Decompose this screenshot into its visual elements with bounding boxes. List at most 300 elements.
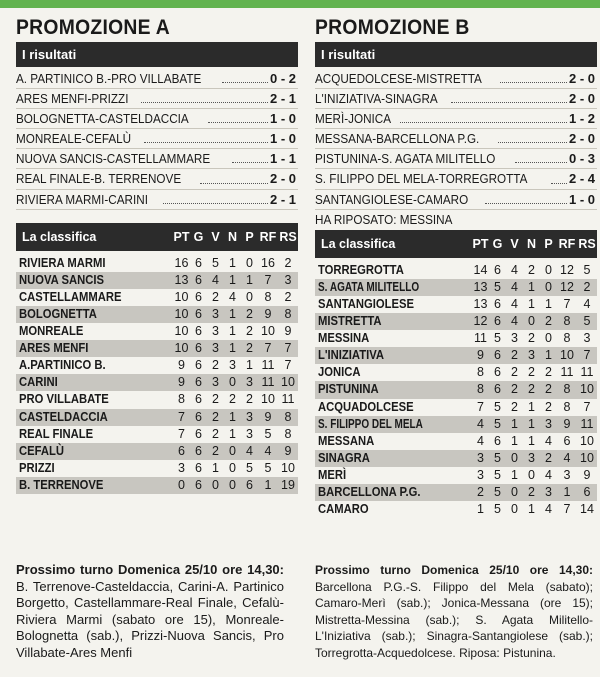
- column-headers: [173, 223, 298, 251]
- stat-n: 2: [528, 382, 535, 397]
- leader-dots: [144, 129, 268, 143]
- team-name: CASTELDACCIA: [19, 409, 108, 424]
- stat-rs: 8: [284, 409, 292, 424]
- stat-p: 1: [545, 296, 552, 311]
- team-name: REAL FINALE: [19, 426, 94, 441]
- stat-pt: 3: [477, 467, 484, 482]
- stat-v: 4: [511, 314, 518, 329]
- stat-v: 4: [212, 272, 219, 287]
- stat-p: 2: [246, 324, 253, 339]
- standings-row: [16, 426, 298, 443]
- stat-p: 2: [246, 306, 253, 321]
- leader-dots: [400, 109, 567, 123]
- stat-v: 2: [212, 426, 219, 441]
- match-name: REAL FINALE-B. TERRENOVE: [16, 171, 182, 187]
- stat-v: 4: [511, 262, 518, 277]
- column-header-v: V: [510, 236, 519, 251]
- stat-p: 5: [246, 460, 253, 475]
- stat-rs: 2: [583, 279, 591, 294]
- stat-rf: 11: [560, 365, 574, 380]
- stat-g: 6: [494, 348, 501, 363]
- match-name: PISTUNINA-S. AGATA MILITELLO: [315, 151, 496, 167]
- team-name: L'INIZIATIVA: [318, 348, 385, 363]
- stat-pt: 7: [178, 426, 185, 441]
- team-name: SINAGRA: [318, 450, 370, 465]
- stat-p: 2: [246, 392, 253, 407]
- stat-g: 6: [494, 262, 501, 277]
- stat-pt: 10: [174, 341, 189, 356]
- team-name: ACQUADOLCESE: [318, 399, 414, 414]
- stat-rf: 7: [563, 502, 571, 517]
- group-b-column: [315, 8, 597, 660]
- stat-rs: 3: [583, 331, 591, 346]
- stat-pt: 7: [477, 399, 484, 414]
- team-name: NUOVA SANCIS: [19, 272, 105, 287]
- stat-rs: 5: [583, 262, 591, 277]
- standings-row: [16, 391, 298, 408]
- stat-pt: 9: [477, 348, 484, 363]
- team-name: S. AGATA MILITELLO: [318, 279, 420, 294]
- standings-row: [16, 272, 298, 289]
- team-name: MESSANA: [318, 433, 375, 448]
- stat-g: 6: [195, 341, 202, 356]
- standings-label: La classifica: [321, 236, 396, 251]
- standings-row: [16, 289, 298, 306]
- match-name: MONREALE-CEFALÙ: [16, 131, 132, 147]
- leader-dots: [200, 169, 268, 183]
- stat-n: 2: [229, 392, 236, 407]
- stat-rf: 5: [264, 426, 272, 441]
- match-score: 0 - 2: [269, 71, 296, 86]
- stat-pt: 12: [473, 314, 488, 329]
- stat-v: 2: [511, 365, 518, 380]
- match-score: 1 - 0: [568, 191, 595, 207]
- stat-g: 6: [494, 433, 501, 448]
- team-name: JONICA: [318, 365, 361, 380]
- stat-g: 6: [195, 272, 202, 287]
- stat-rs: 6: [583, 484, 591, 499]
- leader-dots: [551, 169, 567, 183]
- stat-rf: 8: [563, 314, 571, 329]
- team-name: PRIZZI: [19, 460, 55, 475]
- group-a-results-header: I risultati: [16, 42, 298, 67]
- stat-n: 0: [229, 460, 236, 475]
- match-score: 1 - 0: [269, 131, 296, 147]
- stat-rf: 6: [563, 433, 571, 448]
- stat-p: 0: [545, 279, 552, 294]
- stat-p: 4: [246, 443, 253, 458]
- group-b-title: PROMOZIONE B: [315, 16, 470, 39]
- stat-v: 2: [212, 392, 219, 407]
- stat-n: 1: [528, 296, 535, 311]
- result-row: [16, 129, 298, 149]
- team-name: BARCELLONA P.G.: [318, 484, 421, 499]
- stat-rs: 14: [580, 502, 594, 517]
- stat-v: 1: [212, 460, 219, 475]
- stat-n: 1: [229, 255, 236, 270]
- leader-dots: [208, 109, 268, 123]
- stat-n: 1: [229, 409, 236, 424]
- stat-rf: 10: [560, 348, 574, 363]
- stat-n: 1: [229, 426, 236, 441]
- stat-p: 3: [246, 409, 253, 424]
- stat-n: 1: [528, 279, 535, 294]
- stat-v: 2: [511, 348, 518, 363]
- standings-rows: [315, 262, 597, 518]
- match-score: 0 - 3: [568, 151, 595, 167]
- standings-row: [315, 279, 597, 296]
- stat-g: 6: [195, 409, 202, 424]
- stat-n: 2: [528, 331, 535, 346]
- stat-n: 3: [528, 450, 535, 465]
- stat-g: 5: [494, 502, 501, 517]
- result-row: [315, 129, 597, 149]
- leader-dots: [498, 129, 567, 143]
- stat-pt: 8: [477, 382, 484, 397]
- column-header-rs: RS: [279, 229, 297, 244]
- column-header-pt: PT: [173, 229, 190, 244]
- standings-row: [315, 330, 597, 347]
- stat-p: 0: [246, 255, 253, 270]
- stat-p: 2: [545, 399, 552, 414]
- group-b-standings: [315, 230, 597, 518]
- team-name: RIVIERA MARMI: [19, 255, 106, 270]
- stat-rs: 8: [284, 426, 292, 441]
- stat-p: 2: [545, 314, 552, 329]
- stat-p: 6: [246, 477, 253, 492]
- standings-row: [315, 501, 597, 518]
- stat-g: 6: [195, 392, 202, 407]
- result-row: [315, 210, 597, 229]
- stat-pt: 3: [178, 460, 185, 475]
- stat-pt: 9: [178, 375, 185, 390]
- stat-rs: 8: [284, 306, 292, 321]
- standings-row: [315, 450, 597, 467]
- stat-v: 2: [212, 409, 219, 424]
- standings-row: [315, 347, 597, 364]
- stat-rs: 11: [580, 416, 594, 431]
- result-row: [315, 109, 597, 129]
- next-round-text: Barcellona P.G.-S. Filippo del Mela (sabato); Camaro-Merì (sab.); Jonica-Messana (ore 15); Mistretta-Messina (sab.); S. Agata Militello-L'Iniziativa (sab.); Sinagra-Santangiolese (sab.); Torregrotta-Acquedolcese. Riposa: Pistunina.: [315, 579, 593, 660]
- standings-row: [315, 416, 597, 433]
- leader-dots: [222, 69, 268, 83]
- stat-v: 1: [511, 416, 518, 431]
- stat-p: 2: [545, 365, 552, 380]
- match-score: 2 - 0: [568, 131, 595, 147]
- team-name: MONREALE: [19, 324, 84, 339]
- stat-rs: 9: [284, 443, 292, 458]
- stat-g: 6: [494, 296, 501, 311]
- team-name: MESSINA: [318, 331, 370, 346]
- group-a-standings: [16, 223, 298, 494]
- column-header-rf: RF: [558, 236, 576, 251]
- stat-rf: 11: [261, 375, 275, 390]
- stat-pt: 1: [477, 502, 484, 517]
- stat-g: 6: [195, 306, 202, 321]
- stat-p: 2: [246, 341, 253, 356]
- stat-rs: 9: [284, 324, 292, 339]
- standings-row: [315, 467, 597, 484]
- match-name: NUOVA SANCIS-CASTELLAMMARE: [16, 151, 211, 167]
- stat-p: 4: [545, 467, 552, 482]
- stat-g: 5: [494, 450, 501, 465]
- match-name: MESSANA-BARCELLONA P.G.: [315, 131, 480, 147]
- stat-pt: 8: [477, 365, 484, 380]
- stat-p: 4: [545, 433, 552, 448]
- stat-pt: 13: [473, 296, 488, 311]
- match-score: 1 - 2: [568, 111, 595, 127]
- stat-g: 5: [494, 279, 501, 294]
- stat-n: 0: [528, 467, 535, 482]
- leader-dots: [451, 89, 567, 103]
- stat-rf: 4: [563, 450, 571, 465]
- standings-row: [16, 374, 298, 391]
- team-name: PRO VILLABATE: [19, 392, 109, 407]
- stat-pt: 10: [174, 306, 189, 321]
- team-name: BOLOGNETTA: [19, 306, 97, 321]
- stat-rs: 2: [284, 289, 292, 304]
- stat-rf: 7: [563, 296, 571, 311]
- match-name: BOLOGNETTA-CASTELDACCIA: [16, 111, 189, 127]
- result-row: [16, 169, 298, 189]
- group-a-column: [16, 8, 298, 660]
- stat-rs: 7: [284, 358, 292, 373]
- standings-row: [16, 477, 298, 494]
- result-row: [315, 89, 597, 109]
- stat-rf: 7: [264, 272, 272, 287]
- stat-n: 1: [528, 416, 535, 431]
- stat-rs: 7: [583, 399, 591, 414]
- stat-n: 0: [229, 443, 236, 458]
- stat-v: 3: [212, 375, 219, 390]
- match-score: 2 - 4: [568, 171, 595, 187]
- stat-g: 6: [195, 324, 202, 339]
- stat-g: 5: [494, 416, 501, 431]
- match-score: 1 - 0: [269, 111, 296, 127]
- result-row: [315, 149, 597, 169]
- stat-p: 0: [545, 262, 552, 277]
- standings-row: [16, 255, 298, 272]
- stat-p: 3: [545, 484, 552, 499]
- standings-row: [16, 409, 298, 426]
- stat-v: 2: [212, 443, 219, 458]
- stat-v: 0: [511, 502, 518, 517]
- stat-n: 1: [528, 399, 535, 414]
- match-score: 2 - 1: [269, 191, 296, 207]
- stat-rf: 10: [261, 324, 275, 339]
- standings-rows: [16, 255, 298, 494]
- stat-rf: 1: [264, 477, 272, 492]
- stat-rs: 3: [284, 272, 292, 287]
- column-header-pt: PT: [472, 236, 489, 251]
- stat-g: 6: [494, 365, 501, 380]
- stat-g: 6: [195, 460, 202, 475]
- stat-p: 2: [545, 382, 552, 397]
- team-name: CARINI: [19, 375, 58, 390]
- stat-rf: 5: [264, 460, 272, 475]
- group-b-results-list: [315, 69, 597, 229]
- match-name: RIVIERA MARMI-CARINI: [16, 191, 148, 207]
- stat-g: 6: [195, 289, 202, 304]
- stat-pt: 2: [477, 484, 484, 499]
- stat-v: 2: [212, 289, 219, 304]
- stat-g: 6: [494, 314, 501, 329]
- standings-header: [315, 230, 597, 258]
- match-name: ACQUEDOLCESE-MISTRETTA: [315, 71, 482, 86]
- stat-rs: 5: [583, 314, 591, 329]
- stat-v: 5: [212, 255, 219, 270]
- result-row: [16, 190, 298, 210]
- stat-g: 5: [494, 331, 501, 346]
- stat-g: 6: [195, 426, 202, 441]
- standings-row: [16, 443, 298, 460]
- result-row: [16, 149, 298, 169]
- stat-g: 6: [195, 443, 202, 458]
- standings-row: [16, 306, 298, 323]
- stat-v: 0: [511, 484, 518, 499]
- stat-n: 2: [528, 262, 535, 277]
- team-name: S. FILIPPO DEL MELA: [318, 416, 423, 431]
- stat-pt: 14: [473, 262, 488, 277]
- stat-rf: 10: [261, 392, 275, 407]
- stat-rs: 10: [580, 450, 594, 465]
- stat-p: 4: [545, 502, 552, 517]
- stat-pt: 7: [178, 409, 185, 424]
- stat-n: 2: [528, 365, 535, 380]
- next-round-heading: Prossimo turno Domenica 25/10 ore 14,30:: [315, 563, 593, 577]
- column-header-g: G: [492, 236, 503, 251]
- stat-v: 4: [511, 279, 518, 294]
- stat-pt: 0: [178, 477, 185, 492]
- stat-n: 1: [229, 341, 236, 356]
- stat-p: 3: [545, 416, 552, 431]
- match-score: 1 - 1: [269, 151, 296, 167]
- match-name: S. FILIPPO DEL MELA-TORREGROTTA: [315, 171, 528, 187]
- stat-v: 1: [511, 467, 518, 482]
- team-name: ARES MENFI: [19, 341, 89, 356]
- stat-rf: 12: [560, 279, 574, 294]
- standings-row: [315, 433, 597, 450]
- match-name: ARES MENFI-PRIZZI: [16, 91, 129, 107]
- standings-row: [315, 399, 597, 416]
- stat-rs: 9: [583, 467, 591, 482]
- group-a-results-list: [16, 69, 298, 210]
- standings-label: La classifica: [22, 229, 97, 244]
- column-header-rs: RS: [578, 236, 596, 251]
- stat-rs: 10: [281, 460, 295, 475]
- column-header-n: N: [227, 229, 238, 244]
- team-name: CEFALÙ: [19, 443, 64, 458]
- standings-row: [315, 296, 597, 313]
- result-row: [16, 109, 298, 129]
- result-row: [16, 69, 298, 89]
- stat-v: 4: [511, 296, 518, 311]
- stat-rf: 11: [261, 358, 275, 373]
- stat-v: 2: [212, 358, 219, 373]
- match-name: MERÌ-JONICA: [315, 111, 392, 127]
- match-score: 2 - 0: [568, 71, 595, 86]
- stat-n: 1: [229, 306, 236, 321]
- rest-note: HA RIPOSATO: MESSINA: [315, 211, 453, 227]
- stat-pt: 13: [174, 272, 189, 287]
- team-name: MISTRETTA: [318, 314, 382, 329]
- stat-rf: 16: [261, 255, 275, 270]
- next-round-text: B. Terrenove-Casteldaccia, Carini-A. Partinico Borgetto, Castellammare-Real Finale, Cefalù-Riviera Marmi (sabato ore 15), Monreale-Bolognetta (sab.), Prizzi-Nuova Sancis, Pro Villabate-Ares Menfi: [16, 578, 284, 660]
- match-name: A. PARTINICO B.-PRO VILLABATE: [16, 71, 202, 86]
- stat-g: 5: [494, 399, 501, 414]
- stat-n: 1: [528, 502, 535, 517]
- column-header-rf: RF: [259, 229, 277, 244]
- stat-rf: 4: [264, 443, 272, 458]
- stat-p: 1: [246, 272, 253, 287]
- stat-g: 6: [195, 375, 202, 390]
- stat-rf: 12: [560, 262, 574, 277]
- stat-rs: 2: [284, 255, 292, 270]
- stat-v: 3: [212, 341, 219, 356]
- group-b-results-header: I risultati: [315, 42, 597, 67]
- stat-n: 3: [229, 358, 236, 373]
- stat-g: 5: [494, 467, 501, 482]
- stat-pt: 4: [477, 416, 484, 431]
- column-header-p: P: [245, 229, 254, 244]
- group-a-title: PROMOZIONE A: [16, 16, 170, 39]
- stat-v: 3: [212, 306, 219, 321]
- team-name: CASTELLAMMARE: [19, 289, 122, 304]
- column-headers: [472, 230, 597, 258]
- standings-row: [315, 313, 597, 330]
- team-name: A.PARTINICO B.: [19, 358, 106, 373]
- match-name: L'INIZIATIVA-SINAGRA: [315, 91, 438, 107]
- stat-rs: 10: [580, 433, 594, 448]
- team-name: TORREGROTTA: [318, 262, 404, 277]
- stat-rs: 10: [580, 382, 594, 397]
- stat-rs: 11: [580, 365, 594, 380]
- stat-rf: 3: [563, 467, 571, 482]
- stat-v: 3: [212, 324, 219, 339]
- stat-p: 1: [246, 358, 253, 373]
- result-row: [315, 190, 597, 210]
- stat-rf: 9: [264, 409, 272, 424]
- stat-g: 5: [494, 484, 501, 499]
- standings-row: [315, 381, 597, 398]
- standings-row: [315, 364, 597, 381]
- stat-rf: 8: [563, 331, 571, 346]
- stat-rs: 7: [583, 348, 591, 363]
- match-score: 2 - 0: [269, 171, 296, 187]
- stat-g: 6: [195, 255, 202, 270]
- stat-pt: 13: [473, 279, 488, 294]
- team-name: B. TERRENOVE: [19, 477, 104, 492]
- stat-pt: 3: [477, 450, 484, 465]
- stat-n: 0: [528, 314, 535, 329]
- standings-row: [315, 262, 597, 279]
- stat-n: 1: [229, 324, 236, 339]
- standings-row: [16, 323, 298, 340]
- stat-v: 2: [511, 399, 518, 414]
- stat-v: 2: [511, 382, 518, 397]
- stat-p: 3: [246, 426, 253, 441]
- stat-n: 4: [229, 289, 236, 304]
- stat-rs: 7: [284, 341, 292, 356]
- stat-rf: 9: [563, 416, 571, 431]
- stat-v: 3: [511, 331, 518, 346]
- leader-dots: [485, 190, 567, 204]
- match-name: SANTANGIOLESE-CAMARO: [315, 191, 469, 207]
- stat-pt: 8: [178, 392, 185, 407]
- column-header-n: N: [526, 236, 537, 251]
- result-row: [16, 89, 298, 109]
- stat-v: 0: [212, 477, 219, 492]
